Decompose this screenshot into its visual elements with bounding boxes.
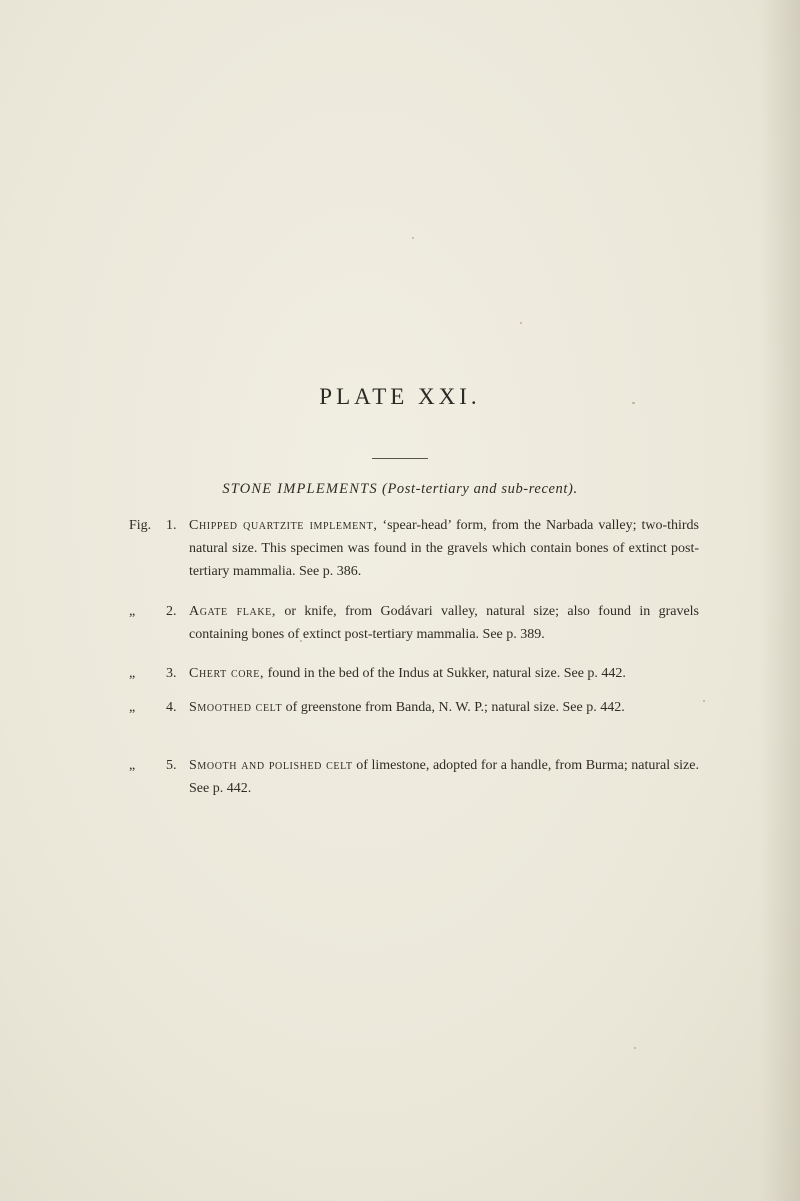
figure-label: „ xyxy=(129,700,136,715)
subtitle-main: STONE IMPLEMENTS xyxy=(222,481,378,497)
figure-heading: Chert core, xyxy=(189,666,265,681)
figure-body: ‘spear-head’ form, from the Narbada valley; two-thirds natural size. This specimen was found in the gravels which contain bones of extinct post-tertiary mammalia. See p. 386. xyxy=(189,518,699,579)
figure-label: „ xyxy=(129,604,136,619)
figure-description xyxy=(189,696,699,719)
figure-description xyxy=(189,662,699,685)
figure-body: or knife, from Godávari valley, natural size; also found in gravels containing bones of extinct post-tertiary mammalia. See p. 389. xyxy=(189,604,699,642)
figure-heading: Smoothed celt xyxy=(189,700,283,715)
figure-heading: Chipped quartzite implement, xyxy=(189,518,378,533)
figure-heading: Agate flake, xyxy=(189,604,276,619)
figure-body: of limestone, adopted for a handle, from Burma; natural size. See p. 442. xyxy=(189,758,699,796)
figure-number: 5. xyxy=(166,758,177,773)
figure-body: of greenstone from Banda, N. W. P.; natural size. See p. 442. xyxy=(282,700,625,715)
plate-subtitle xyxy=(0,481,800,498)
figure-body: found in the bed of the Indus at Sukker, natural size. See p. 442. xyxy=(264,666,626,681)
figure-description xyxy=(189,754,699,800)
figure-label: Fig. xyxy=(129,518,152,533)
figure-description xyxy=(189,514,699,583)
page-edge-shadow xyxy=(760,0,800,1201)
figure-number: 4. xyxy=(166,700,177,715)
plate-title: PLATE XXI. xyxy=(319,384,481,409)
figure-label: „ xyxy=(129,758,136,773)
figure-number: 3. xyxy=(166,666,177,681)
figure-label: „ xyxy=(129,666,136,681)
figure-description xyxy=(189,600,699,646)
figure-number: 1. xyxy=(166,518,177,533)
figure-heading: Smooth and polished celt xyxy=(189,758,353,773)
figure-number: 2. xyxy=(166,604,177,619)
subtitle-paren: (Post-tertiary and sub-recent). xyxy=(382,481,578,497)
title-rule xyxy=(372,458,428,459)
